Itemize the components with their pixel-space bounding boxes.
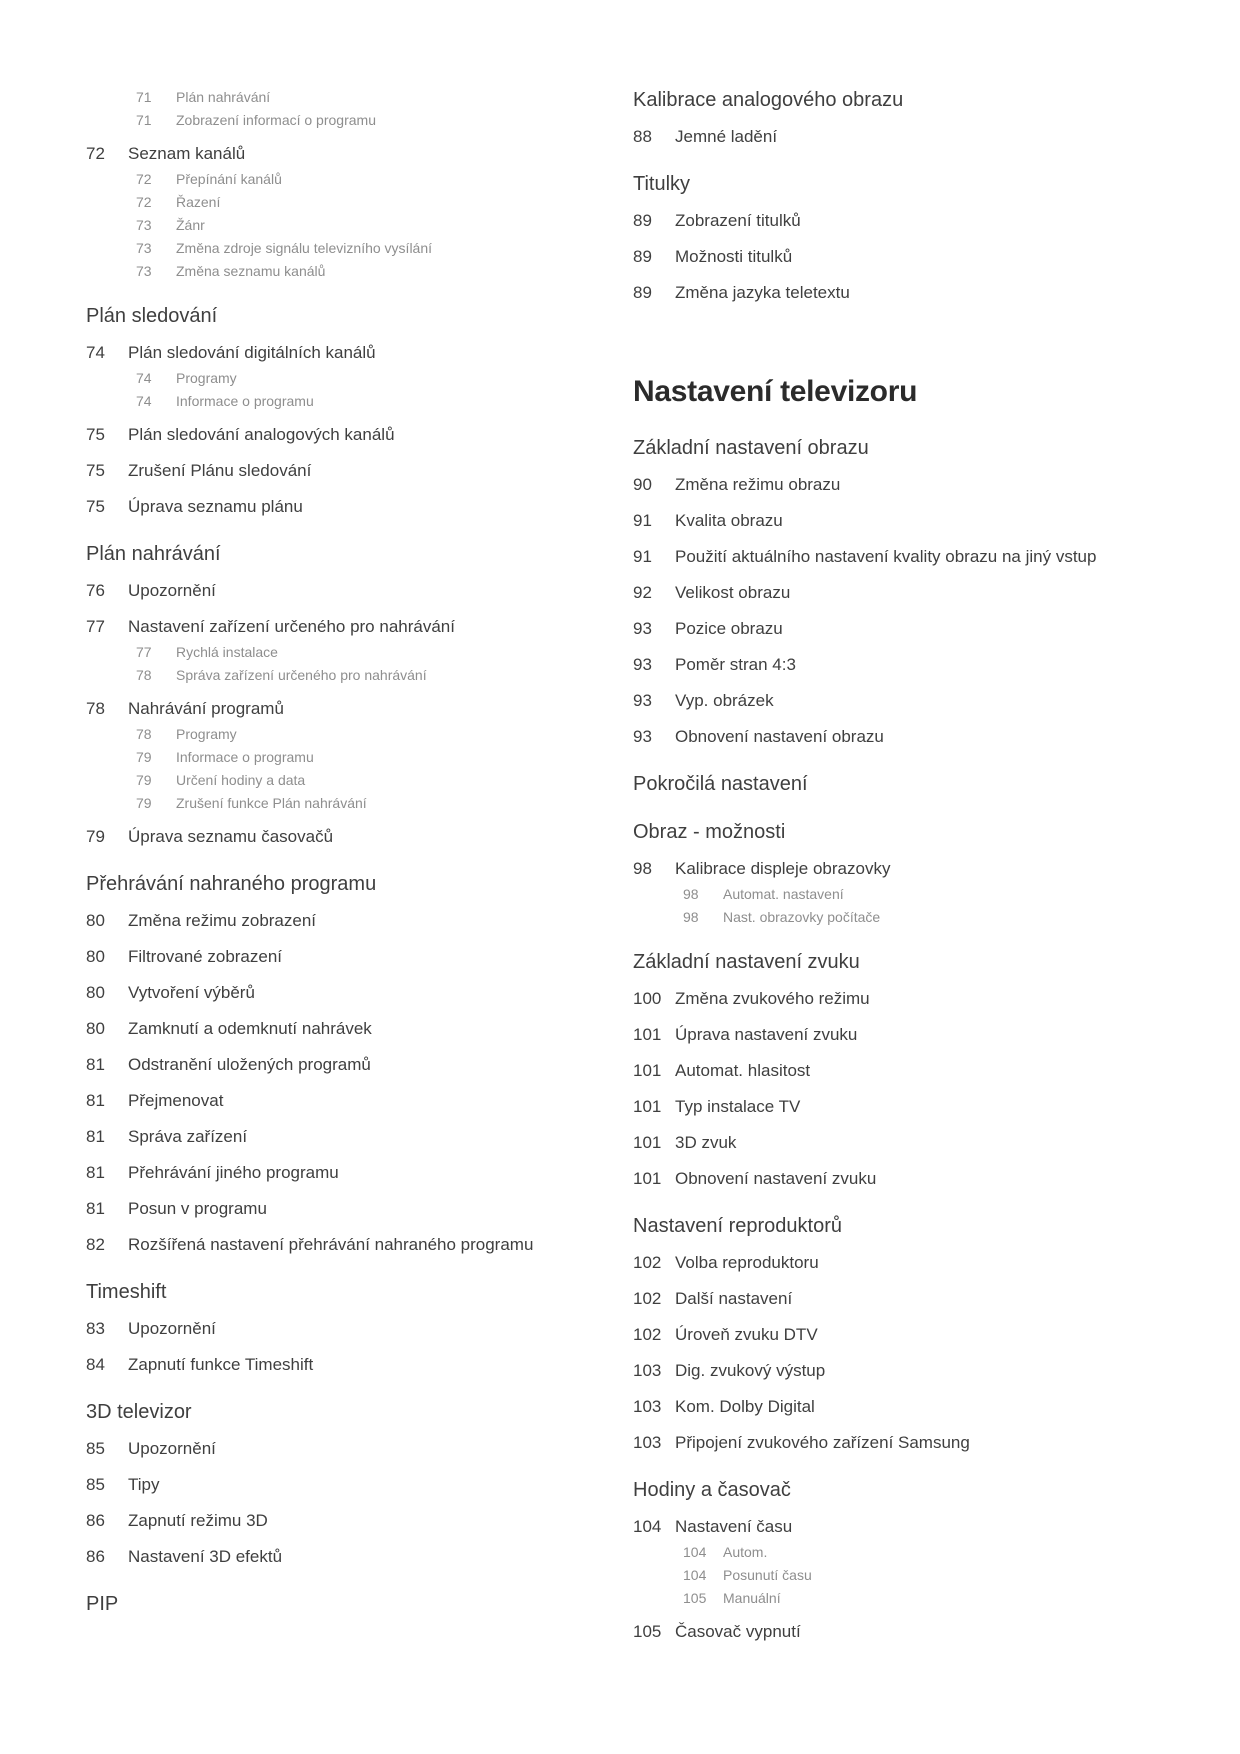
toc-entry-label: Přejmenovat (128, 1091, 224, 1110)
toc-section-heading (633, 88, 1203, 112)
toc-page-number: 71 (136, 89, 152, 105)
toc-chapter-title (633, 372, 1203, 412)
toc-entry-label: Tipy (128, 1475, 160, 1494)
toc-entry[interactable] (633, 726, 1203, 748)
toc-subentry[interactable] (86, 262, 571, 280)
toc-entry[interactable] (633, 510, 1203, 532)
toc-section-title: PIP (86, 1593, 119, 1615)
toc-page-number: 102 (633, 1253, 662, 1272)
toc-entry[interactable] (86, 1018, 571, 1040)
toc-section-title: Základní nastavení obrazu (633, 437, 869, 459)
toc-section-heading (633, 436, 1203, 460)
toc-section-heading (86, 872, 571, 896)
toc-page-number: 80 (86, 983, 105, 1002)
toc-entry-label: Správa zařízení (128, 1127, 248, 1146)
toc-entry-label: Zapnutí režimu 3D (128, 1511, 268, 1530)
toc-page-number: 101 (633, 1133, 662, 1152)
toc-entry-label: Zobrazení titulků (675, 211, 801, 230)
toc-page-number: 77 (86, 617, 105, 636)
toc-section-heading (633, 172, 1203, 196)
toc-subentry[interactable] (86, 771, 571, 789)
toc-page-number: 72 (136, 194, 152, 210)
toc-entry[interactable] (86, 1126, 571, 1148)
toc-entry[interactable] (86, 1510, 571, 1532)
toc-page-number: 82 (86, 1235, 105, 1254)
toc-page-number: 79 (136, 772, 152, 788)
toc-entry[interactable] (86, 1162, 571, 1184)
toc-subentry-label: Posunutí času (723, 1567, 812, 1583)
toc-subentry[interactable] (86, 170, 571, 188)
toc-entry-label: Odstranění uložených programů (128, 1055, 371, 1074)
toc-page-number: 85 (86, 1439, 105, 1458)
toc-page-number: 86 (86, 1547, 105, 1566)
toc-subentry-label: Správa zařízení určeného pro nahrávání (176, 667, 427, 683)
toc-page-number: 80 (86, 947, 105, 966)
toc-entry-label: Úprava seznamu časovačů (128, 827, 334, 846)
toc-entry[interactable] (633, 654, 1203, 676)
toc-section-title: Hodiny a časovač (633, 1479, 791, 1501)
toc-subentry[interactable] (633, 1589, 1203, 1607)
toc-entry-label: Vyp. obrázek (675, 691, 774, 710)
toc-entry-label: Změna režimu zobrazení (128, 911, 317, 930)
toc-page-number: 92 (633, 583, 652, 602)
toc-page-number: 101 (633, 1169, 662, 1188)
toc-entry[interactable] (86, 826, 571, 848)
toc-entry-label: Zrušení Plánu sledování (128, 461, 312, 480)
toc-page-number: 101 (633, 1061, 662, 1080)
toc-entry[interactable] (86, 1474, 571, 1496)
toc-page-number: 101 (633, 1025, 662, 1044)
toc-section-title: Timeshift (86, 1281, 167, 1303)
toc-subentry[interactable] (86, 748, 571, 766)
toc-entry-label: Obnovení nastavení zvuku (675, 1169, 877, 1188)
toc-entry-label: Upozornění (128, 581, 216, 600)
toc-entry[interactable] (633, 282, 1203, 304)
toc-entry[interactable] (633, 1621, 1203, 1643)
toc-page-number: 81 (86, 1127, 105, 1146)
toc-page-number: 73 (136, 263, 152, 279)
toc-entry-label: Použití aktuálního nastavení kvality obrazu na jiný vstup (675, 547, 1097, 566)
toc-entry[interactable] (633, 126, 1203, 148)
toc-entry[interactable] (633, 1432, 1203, 1454)
toc-section-title: Plán nahrávání (86, 543, 221, 565)
toc-page-number: 78 (136, 667, 152, 683)
toc-subentry-label: Změna zdroje signálu televizního vysílání (176, 240, 433, 256)
toc-entry-label: Seznam kanálů (128, 144, 246, 163)
toc-entry-label: 3D zvuk (675, 1133, 737, 1152)
toc-page-number: 80 (86, 1019, 105, 1038)
toc-entry-label: Jemné ladění (675, 127, 778, 146)
toc-entry[interactable] (86, 342, 571, 364)
toc-section-title: Kalibrace analogového obrazu (633, 89, 904, 111)
toc-entry[interactable] (86, 1438, 571, 1460)
toc-page-number: 75 (86, 497, 105, 516)
toc-entry-label: Upozornění (128, 1439, 216, 1458)
toc-subentry-label: Zrušení funkce Plán nahrávání (176, 795, 367, 811)
toc-page-number: 77 (136, 644, 152, 660)
toc-subentry[interactable] (633, 1566, 1203, 1584)
toc-section-heading (86, 1400, 571, 1424)
toc-subentry-label: Řazení (176, 194, 221, 210)
toc-page-number: 105 (683, 1590, 707, 1606)
toc-entry-label: Automat. hlasitost (675, 1061, 811, 1080)
toc-entry-label: Typ instalace TV (675, 1097, 801, 1116)
toc-section-title: Nastavení reproduktorů (633, 1215, 843, 1237)
toc-entry-label: Plán sledování digitálních kanálů (128, 343, 376, 362)
toc-entry[interactable] (633, 210, 1203, 232)
toc-entry-label: Rozšířená nastavení přehrávání nahraného programu (128, 1235, 534, 1254)
toc-subentry[interactable] (633, 908, 1203, 926)
toc-page-number: 91 (633, 547, 652, 566)
toc-entry-label: Kom. Dolby Digital (675, 1397, 815, 1416)
toc-entry[interactable] (633, 546, 1203, 568)
toc-subentry-label: Přepínání kanálů (176, 171, 282, 187)
toc-entry-label: Zapnutí funkce Timeshift (128, 1355, 314, 1374)
toc-entry[interactable] (633, 1324, 1203, 1346)
toc-page-number: 104 (633, 1517, 662, 1536)
toc-subentry-label: Programy (176, 726, 237, 742)
toc-section-title: Základní nastavení zvuku (633, 951, 860, 973)
toc-entry[interactable] (633, 1060, 1203, 1082)
toc-subentry[interactable] (86, 193, 571, 211)
toc-page-number: 79 (86, 827, 105, 846)
toc-subentry[interactable] (86, 643, 571, 661)
toc-section-title: Titulky (633, 173, 691, 195)
toc-page-number: 79 (136, 795, 152, 811)
toc-page-number: 103 (633, 1433, 662, 1452)
toc-page-number: 93 (633, 655, 652, 674)
toc-page-number: 73 (136, 240, 152, 256)
toc-subentry-label: Žánr (176, 217, 205, 233)
toc-page-number: 71 (136, 112, 152, 128)
toc-page-number: 74 (86, 343, 105, 362)
toc-page-number: 72 (86, 144, 105, 163)
toc-page-number: 79 (136, 749, 152, 765)
toc-page-number: 89 (633, 247, 652, 266)
toc-page-number: 90 (633, 475, 652, 494)
toc-page-number: 73 (136, 217, 152, 233)
toc-section-title: Pokročilá nastavení (633, 773, 808, 795)
toc-entry-label: Vytvoření výběrů (128, 983, 255, 1002)
toc-subentry-label: Určení hodiny a data (176, 772, 306, 788)
toc-entry-label: Volba reproduktoru (675, 1253, 819, 1272)
toc-entry-label: Pozice obrazu (675, 619, 783, 638)
toc-section-heading (86, 1280, 571, 1304)
toc-page-number: 72 (136, 171, 152, 187)
toc-entry[interactable] (86, 1090, 571, 1112)
toc-entry[interactable] (86, 1354, 571, 1376)
toc-subentry[interactable] (86, 216, 571, 234)
toc-entry[interactable] (86, 580, 571, 602)
toc-page-number: 93 (633, 619, 652, 638)
toc-page-number: 89 (633, 283, 652, 302)
toc-page-number: 78 (136, 726, 152, 742)
toc-entry[interactable] (633, 1252, 1203, 1274)
toc-page-number: 91 (633, 511, 652, 530)
toc-entry-label: Úroveň zvuku DTV (675, 1325, 818, 1344)
toc-page-number: 93 (633, 727, 652, 746)
toc-entry[interactable] (86, 1546, 571, 1568)
toc-entry[interactable] (633, 1132, 1203, 1154)
toc-page-number: 81 (86, 1199, 105, 1218)
toc-entry-label: Upozornění (128, 1319, 216, 1338)
toc-page-number: 98 (683, 886, 699, 902)
toc-section-heading (633, 950, 1203, 974)
toc-entry-label: Časovač vypnutí (675, 1622, 801, 1641)
toc-page-number: 76 (86, 581, 105, 600)
toc-entry-label: Plán sledování analogových kanálů (128, 425, 395, 444)
toc-subentry[interactable] (86, 369, 571, 387)
toc-entry-label: Zamknutí a odemknutí nahrávek (128, 1019, 372, 1038)
toc-page-number: 103 (633, 1361, 662, 1380)
toc-entry-label: Připojení zvukového zařízení Samsung (675, 1433, 970, 1452)
toc-entry-label: Úprava seznamu plánu (128, 497, 303, 516)
toc-section-heading (633, 1478, 1203, 1502)
toc-section-heading (86, 1592, 571, 1616)
toc-entry[interactable] (86, 143, 571, 165)
toc-entry[interactable] (633, 1168, 1203, 1190)
toc-subentry[interactable] (86, 239, 571, 257)
toc-page-number: 86 (86, 1511, 105, 1530)
toc-page-number: 105 (633, 1622, 662, 1641)
toc-entry[interactable] (86, 1198, 571, 1220)
toc-subentry-label: Plán nahrávání (176, 89, 271, 105)
toc-page-number: 81 (86, 1055, 105, 1074)
toc-entry[interactable] (633, 582, 1203, 604)
toc-entry-label: Filtrované zobrazení (128, 947, 283, 966)
toc-entry-label: Možnosti titulků (675, 247, 793, 266)
toc-page-number: 100 (633, 989, 662, 1008)
toc-entry[interactable] (633, 474, 1203, 496)
toc-entry[interactable] (633, 690, 1203, 712)
toc-subentry-label: Zobrazení informací o programu (176, 112, 376, 128)
toc-page-number: 104 (683, 1544, 707, 1560)
toc-section-heading (86, 542, 571, 566)
toc-entry[interactable] (86, 698, 571, 720)
toc-entry[interactable] (633, 988, 1203, 1010)
toc-section-heading (86, 304, 571, 328)
toc-entry[interactable] (633, 618, 1203, 640)
toc-subentry[interactable] (633, 1543, 1203, 1561)
toc-page-number: 98 (633, 859, 652, 878)
toc-entry[interactable] (86, 946, 571, 968)
toc-section-title: Přehrávání nahraného programu (86, 873, 377, 895)
toc-entry-label: Úprava nastavení zvuku (675, 1025, 858, 1044)
toc-column-right (633, 88, 1203, 1643)
toc-entry-label: Nastavení zařízení určeného pro nahrávání (128, 617, 455, 636)
toc-subentry[interactable] (86, 725, 571, 743)
toc-subentry[interactable] (633, 885, 1203, 903)
toc-page-number: 98 (683, 909, 699, 925)
toc-entry[interactable] (86, 616, 571, 638)
toc-page-number: 103 (633, 1397, 662, 1416)
toc-section-heading (633, 820, 1203, 844)
toc-entry-label: Poměr stran 4:3 (675, 655, 796, 674)
toc-page-number: 101 (633, 1097, 662, 1116)
toc-entry[interactable] (86, 496, 571, 518)
toc-entry[interactable] (633, 858, 1203, 880)
toc-entry[interactable] (633, 1396, 1203, 1418)
toc-entry-label: Kvalita obrazu (675, 511, 783, 530)
toc-page-number: 85 (86, 1475, 105, 1494)
toc-subentry-label: Programy (176, 370, 237, 386)
toc-entry-label: Změna jazyka teletextu (675, 283, 850, 302)
toc-page-number: 80 (86, 911, 105, 930)
toc-section-title: Plán sledování (86, 305, 218, 327)
toc-entry[interactable] (633, 1024, 1203, 1046)
toc-subentry-label: Změna seznamu kanálů (176, 263, 326, 279)
toc-subentry[interactable] (86, 392, 571, 410)
toc-page-number: 89 (633, 211, 652, 230)
toc-subentry-label: Informace o programu (176, 749, 314, 765)
toc-page-number: 81 (86, 1091, 105, 1110)
toc-page-number: 81 (86, 1163, 105, 1182)
toc-entry[interactable] (633, 1516, 1203, 1538)
toc-page-number: 88 (633, 127, 652, 146)
toc-entry[interactable] (633, 1096, 1203, 1118)
toc-entry[interactable] (86, 460, 571, 482)
toc-subentry-label: Informace o programu (176, 393, 314, 409)
toc-subentry-label: Autom. (723, 1544, 768, 1560)
toc-subentry[interactable] (86, 666, 571, 684)
toc-entry[interactable] (633, 246, 1203, 268)
toc-subentry-label: Manuální (723, 1590, 781, 1606)
toc-subentry-label: Rychlá instalace (176, 644, 278, 660)
toc-entry[interactable] (86, 982, 571, 1004)
toc-subentry[interactable] (86, 111, 571, 129)
toc-page-number: 74 (136, 370, 152, 386)
toc-entry[interactable] (86, 1318, 571, 1340)
toc-page-number: 104 (683, 1567, 707, 1583)
toc-entry-label: Nahrávání programů (128, 699, 284, 718)
toc-entry[interactable] (633, 1360, 1203, 1382)
toc-subentry-label: Automat. nastavení (723, 886, 844, 902)
toc-subentry[interactable] (86, 794, 571, 812)
toc-section-title: Obraz - možnosti (633, 821, 786, 843)
toc-page-number: 102 (633, 1289, 662, 1308)
toc-entry-label: Další nastavení (675, 1289, 793, 1308)
toc-page-number: 102 (633, 1325, 662, 1344)
toc-entry-label: Změna režimu obrazu (675, 475, 841, 494)
toc-chapter-label: Nastavení televizoru (633, 375, 918, 408)
toc-entry[interactable] (86, 910, 571, 932)
toc-page-number: 83 (86, 1319, 105, 1338)
toc-section-heading (633, 1214, 1203, 1238)
toc-entry-label: Přehrávání jiného programu (128, 1163, 339, 1182)
toc-entry-label: Posun v programu (128, 1199, 267, 1218)
toc-entry-label: Změna zvukového režimu (675, 989, 870, 1008)
toc-entry-label: Kalibrace displeje obrazovky (675, 859, 891, 878)
toc-subentry-label: Nast. obrazovky počítače (723, 909, 881, 925)
toc-entry-label: Nastavení času (675, 1517, 793, 1536)
toc-entry[interactable] (86, 1234, 571, 1256)
toc-page-number: 84 (86, 1355, 105, 1374)
toc-page-number: 78 (86, 699, 105, 718)
toc-page-number: 93 (633, 691, 652, 710)
toc-page-number: 75 (86, 461, 105, 480)
toc-subentry[interactable] (86, 88, 571, 106)
toc-entry-label: Nastavení 3D efektů (128, 1547, 283, 1566)
toc-entry[interactable] (86, 1054, 571, 1076)
toc-entry-label: Dig. zvukový výstup (675, 1361, 826, 1380)
toc-section-title: 3D televizor (86, 1401, 192, 1423)
toc-entry[interactable] (633, 1288, 1203, 1310)
toc-page-number: 74 (136, 393, 152, 409)
toc-entry[interactable] (86, 424, 571, 446)
toc-entry-label: Obnovení nastavení obrazu (675, 727, 884, 746)
toc-entry-label: Velikost obrazu (675, 583, 791, 602)
toc-section-heading (633, 772, 1203, 796)
toc-page-number: 75 (86, 425, 105, 444)
toc-column-left (86, 88, 571, 1616)
